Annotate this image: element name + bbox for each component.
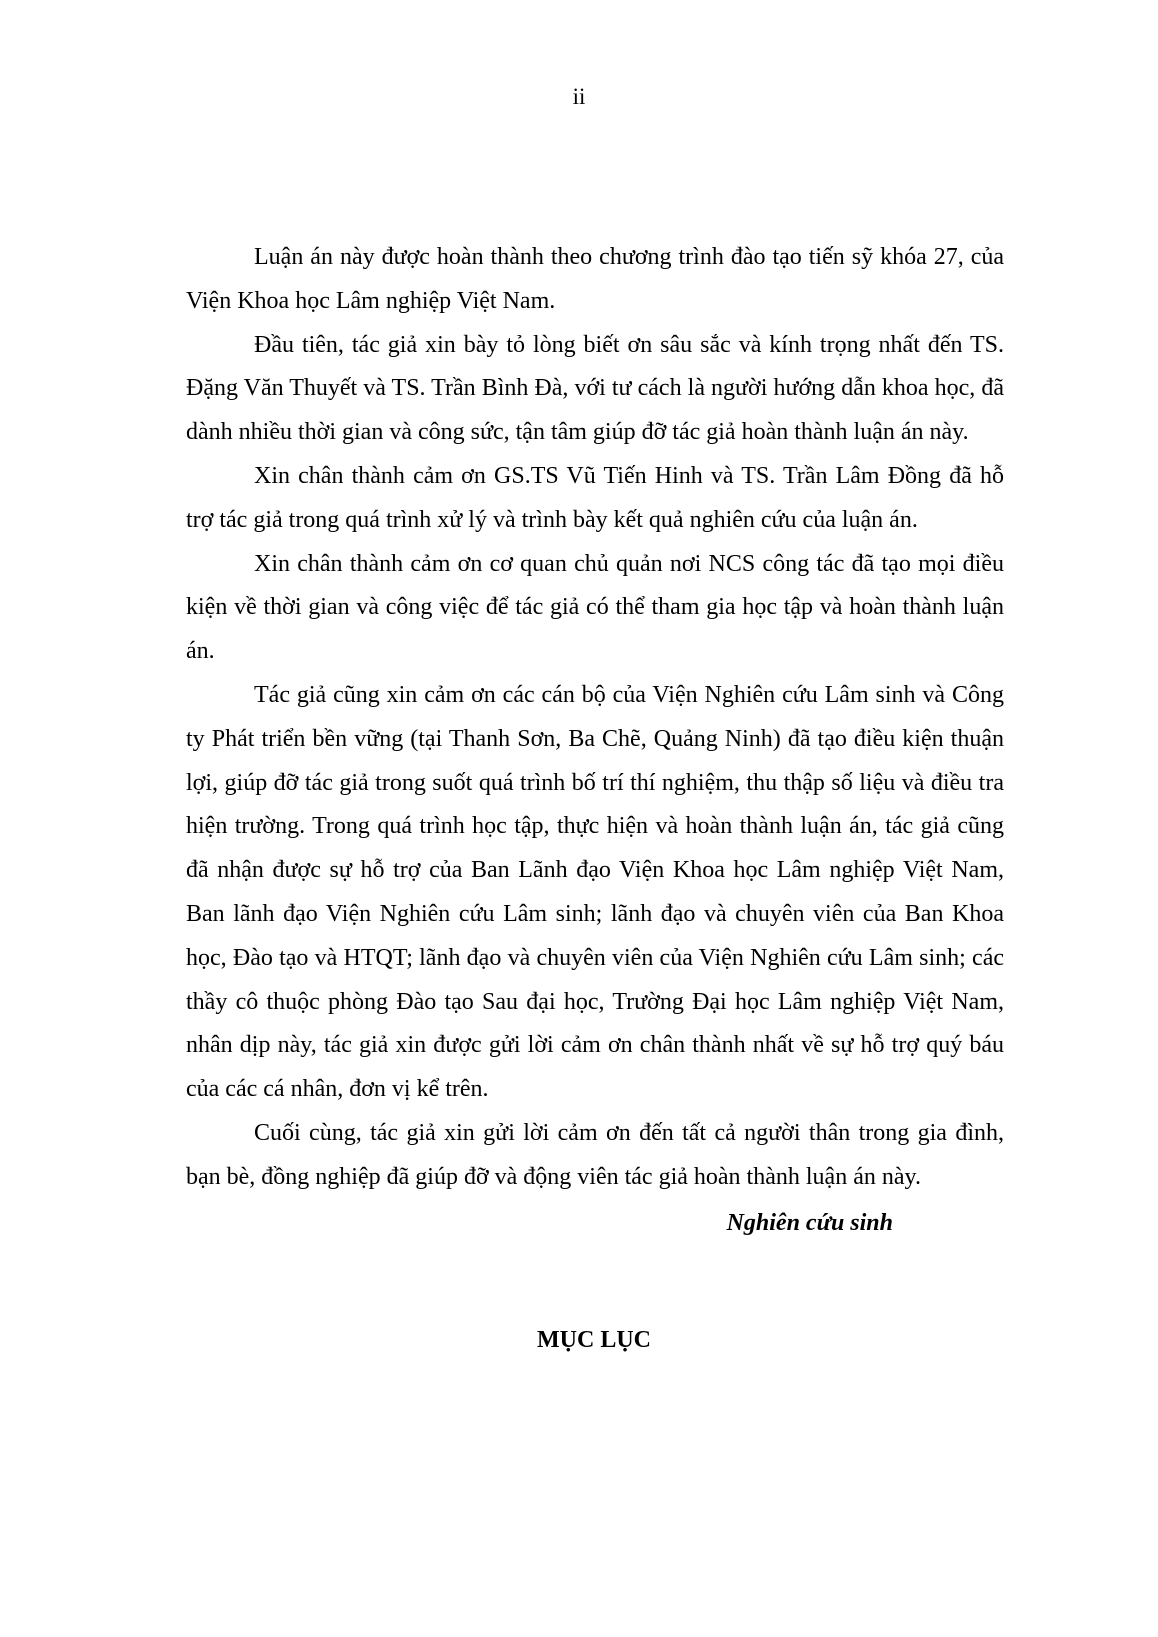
paragraph: Cuối cùng, tác giả xin gửi lời cảm ơn đến tất cả người thân trong gia đình, bạn bè, đồng nghiệp đã giúp đỡ và động viên tác giả hoàn thành luận án này. [186, 1119, 1004, 1190]
paragraph: Đầu tiên, tác giả xin bày tỏ lòng biết ơn sâu sắc và kính trọng nhất đến TS. Đặng Văn Thuyết và TS. Trần Bình Đà, với tư cách là người hướng dẫn khoa học, đã dành nhiều thời gian và công sức, tận tâm giúp đỡ tác giả hoàn thành luận án này. [186, 331, 1004, 446]
toc-title: MỤC LỤC [537, 1327, 651, 1353]
page-number: ii [572, 84, 586, 109]
paragraph: Luận án này được hoàn thành theo chương trình đào tạo tiến sỹ khóa 27, của Viện Khoa học Lâm nghiệp Việt Nam. [186, 244, 1004, 314]
paragraph: Tác giả cũng xin cảm ơn các cán bộ của Viện Nghiên cứu Lâm sinh và Công ty Phát triển bền vững (tại Thanh Sơn, Ba Chẽ, Quảng Ninh) đã tạo điều kiện thuận lợi, giúp đỡ tác giả trong suốt quá trình bố trí thí nghiệm, thu thập số liệu và điều tra hiện trường. Trong quá trình học tập, thực hiện và hoàn thành luận án, tác giả cũng đã nhận được sự hỗ trợ của Ban Lãnh đạo Viện Khoa học Lâm nghiệp Việt Nam, Ban lãnh đạo Viện Nghiên cứu Lâm sinh; lãnh đạo và chuyên viên của Ban Khoa học, Đào tạo và HTQT; lãnh đạo và chuyên viên của Viện Nghiên cứu Lâm sinh; các thầy cô thuộc phòng Đào tạo Sau đại học, Trường Đại học Lâm nghiệp Việt Nam, nhân dịp này, tác giả xin được gửi lời cảm ơn chân thành nhất về sự hỗ trợ quý báu của các cá nhân, đơn vị kể trên. [186, 681, 1004, 1103]
paragraph: Xin chân thành cảm ơn cơ quan chủ quản nơi NCS công tác đã tạo mọi điều kiện về thời gian và công việc để tác giả có thể tham gia học tập và hoàn thành luận án. [186, 550, 1004, 665]
signature: Nghiên cứu sinh [726, 1210, 893, 1236]
paragraph: Xin chân thành cảm ơn GS.TS Vũ Tiến Hinh và TS. Trần Lâm Đồng đã hỗ trợ tác giả trong quá trình xử lý và trình bày kết quả nghiên cứu của luận án. [186, 462, 1004, 533]
acknowledgement-body [186, 236, 1004, 1200]
